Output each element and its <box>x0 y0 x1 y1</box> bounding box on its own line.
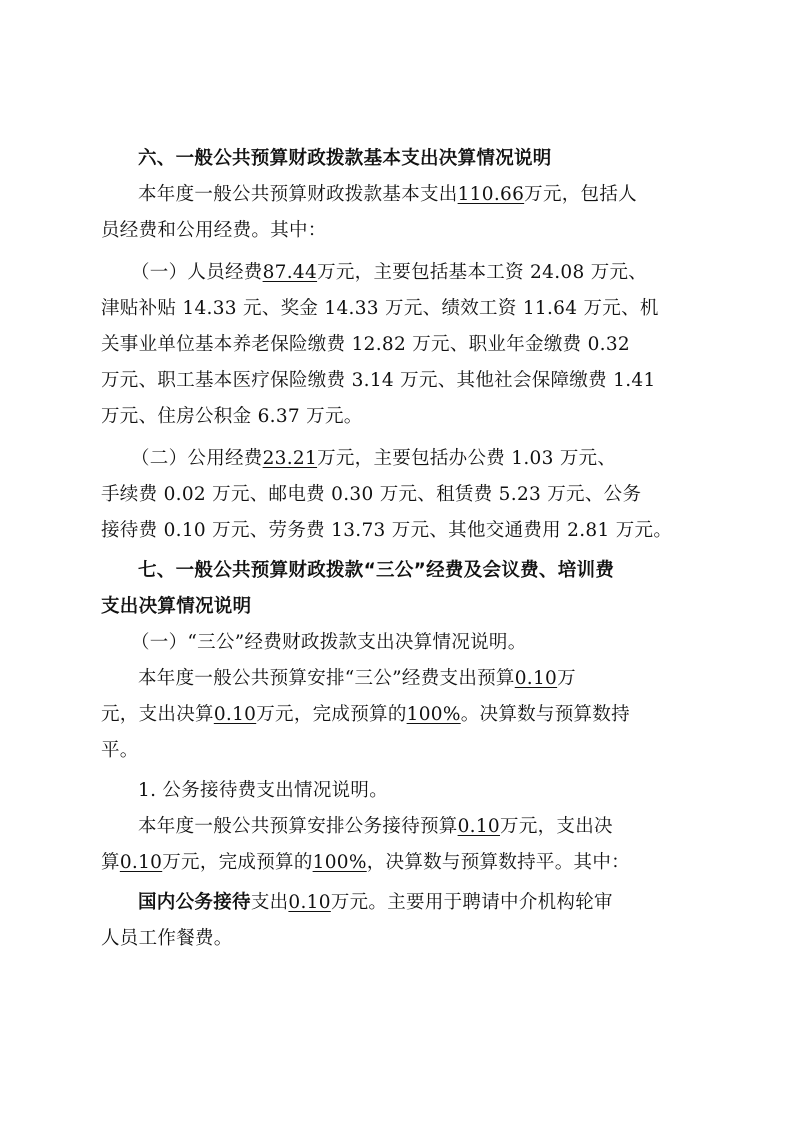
text: 本年度一般公共预算安排公务接待预算 <box>138 816 458 837</box>
three-public-budget: 0.10 <box>514 668 558 689</box>
document-page <box>101 141 693 957</box>
text: 万元，包括人 <box>524 184 637 205</box>
text: 元，支出决算 <box>101 704 214 725</box>
personnel-expense-line-3: 关事业单位基本养老保险缴费 12.82 万元、职业年金缴费 0.32 <box>101 334 630 355</box>
text: 万元。主要用于聘请中介机构轮审 <box>330 892 613 913</box>
public-expense-line-3: 接待费 0.10 万元、劳务费 13.73 万元、其他交通费用 2.81 万元。 <box>101 520 673 541</box>
text: 万 <box>557 668 576 689</box>
text: 万元，主要包括基本工资 24.08 万元、 <box>317 262 648 283</box>
personnel-expense-line-4: 万元、职工基本医疗保险缴费 3.14 万元、其他社会保障缴费 1.41 <box>101 370 656 391</box>
three-public-line-1 <box>101 661 693 697</box>
reception-line-1 <box>101 809 693 845</box>
text: 万元，完成预算的 <box>256 704 407 725</box>
text: 万元，主要包括办公费 1.03 万元、 <box>317 448 617 469</box>
text: 万元，支出决 <box>500 816 613 837</box>
three-public-subheading: （一）“三公”经费财政拨款支出决算情况说明。 <box>131 632 527 653</box>
domestic-reception-line-1 <box>101 885 693 921</box>
domestic-reception-label: 国内公务接待 <box>138 892 251 913</box>
section-6-heading: 六、一般公共预算财政拨款基本支出决算情况说明 <box>138 148 552 169</box>
text: 本年度一般公共预算安排“三公”经费支出预算 <box>138 668 515 689</box>
personnel-expense-amount: 87.44 <box>262 262 318 283</box>
text: ，决算数与预算数持平。其中： <box>366 852 630 873</box>
public-expense-amount: 23.21 <box>262 448 318 469</box>
public-expense-line-1 <box>101 441 693 477</box>
reception-budget: 0.10 <box>457 816 501 837</box>
text: （一）人员经费 <box>131 262 263 283</box>
public-expense-line-2: 手续费 0.02 万元、邮电费 0.30 万元、租赁费 5.23 万元、公务 <box>101 484 642 505</box>
text: 本年度一般公共预算财政拨款基本支出 <box>138 184 458 205</box>
three-public-percent: 100% <box>406 704 461 725</box>
personnel-expense-line-1 <box>101 255 693 291</box>
three-public-actual: 0.10 <box>213 704 257 725</box>
three-public-line-3: 平。 <box>101 740 139 761</box>
text: 万元，完成预算的 <box>162 852 313 873</box>
text: 。决算数与预算数持 <box>460 704 630 725</box>
text: （二）公用经费 <box>131 448 263 469</box>
section-6-intro-line-1 <box>101 177 693 213</box>
reception-line-2 <box>101 845 693 881</box>
section-7-heading-line-2: 支出决算情况说明 <box>101 596 252 617</box>
basic-expenditure-total: 110.66 <box>457 184 525 205</box>
reception-actual: 0.10 <box>119 852 163 873</box>
section-6-intro-line-2: 员经费和公用经费。其中： <box>101 220 327 241</box>
text: 算 <box>101 852 120 873</box>
personnel-expense-line-2: 津贴补贴 14.33 元、奖金 14.33 万元、绩效工资 11.64 万元、机 <box>101 298 659 319</box>
domestic-reception-line-2: 人员工作餐费。 <box>101 928 233 949</box>
text: 支出 <box>250 892 289 913</box>
section-7-heading-line-1: 七、一般公共预算财政拨款“三公”经费及会议费、培训费 <box>138 560 615 581</box>
reception-percent: 100% <box>312 852 367 873</box>
domestic-reception-amount: 0.10 <box>288 892 331 913</box>
personnel-expense-line-5: 万元、住房公积金 6.37 万元。 <box>101 406 363 427</box>
reception-item-heading: 1. 公务接待费支出情况说明。 <box>138 780 389 801</box>
three-public-line-2 <box>101 697 693 733</box>
